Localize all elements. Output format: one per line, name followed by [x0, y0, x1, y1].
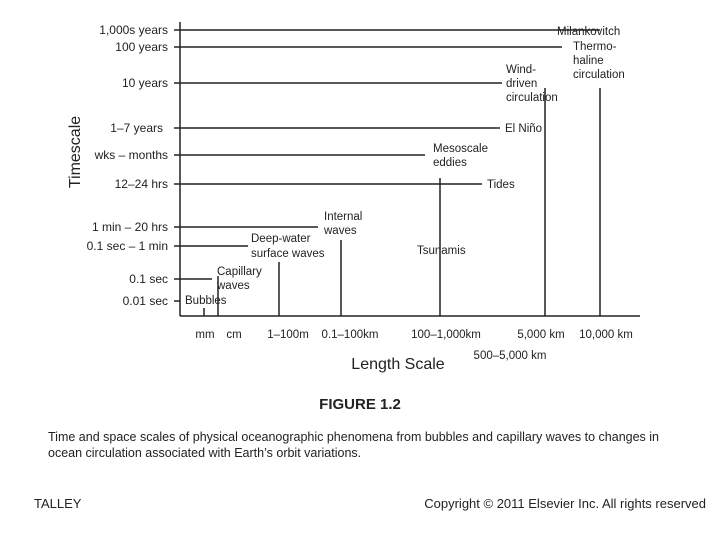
length-tick-label: 100–1,000km	[411, 329, 481, 341]
x-axis-title: Length Scale	[351, 356, 445, 373]
time-tick-label: 1–7 years	[110, 121, 163, 135]
el-nino-label: El Niño	[505, 123, 543, 135]
tides-label: Tides	[487, 179, 515, 191]
time-tick-label: 0.01 sec	[122, 294, 168, 308]
tsunamis-label: Tsunamis	[417, 245, 466, 257]
length-tick-label: cm	[226, 329, 242, 341]
mesoscale-label: eddies	[433, 157, 467, 169]
deep-water-label: Deep-water	[251, 233, 311, 245]
capillary-label: waves	[217, 280, 250, 292]
wind-driven-label: Wind-	[506, 64, 537, 76]
time-tick-label: 1 min – 20 hrs	[91, 220, 168, 234]
length-tick-label: 10,000 km	[579, 329, 633, 341]
footer-copyright: Copyright © 2011 Elsevier Inc. All rights reserved	[424, 496, 706, 511]
figure-title: FIGURE 1.2	[319, 396, 401, 413]
mesoscale-label: Mesoscale	[433, 143, 488, 155]
milankovitch-label: Milankovitch	[557, 26, 621, 38]
bubbles-label: Bubbles	[185, 295, 227, 307]
footer-author: TALLEY	[34, 496, 82, 511]
wind-driven-label: circulation	[506, 92, 558, 104]
thermohaline-label: haline	[573, 55, 604, 67]
time-tick-label: 12–24 hrs	[114, 177, 168, 191]
length-tick-label: mm	[195, 329, 215, 341]
internal-waves-label: waves	[324, 225, 357, 237]
thermohaline-label: circulation	[573, 69, 625, 81]
time-tick-label: 100 years	[115, 40, 168, 54]
time-tick-label: 10 years	[121, 76, 168, 90]
deep-water-label: surface waves	[251, 248, 325, 260]
time-tick-label: 0.1 sec – 1 min	[86, 239, 168, 253]
length-tick-label-lower: 500–5,000 km	[473, 350, 547, 362]
length-tick-label: 1–100m	[267, 329, 309, 341]
internal-waves-label: Internal	[324, 211, 363, 223]
capillary-label: Capillary	[217, 266, 262, 278]
time-tick-label: 1,000s years	[99, 23, 168, 37]
time-tick-label: wks – months	[94, 148, 168, 162]
wind-driven-label: driven	[506, 78, 538, 90]
length-tick-label: 0.1–100km	[321, 329, 379, 341]
thermohaline-label: Thermo-	[573, 41, 617, 53]
time-tick-label: 0.1 sec	[129, 272, 168, 286]
length-tick-label: 5,000 km	[517, 329, 565, 341]
figure-caption: Time and space scales of physical oceanographic phenomena from bubbles and capillary waves to changes in ocean circulation associated with Earth’s orbit variations.	[48, 430, 660, 460]
y-axis-title: Timescale	[67, 115, 84, 189]
